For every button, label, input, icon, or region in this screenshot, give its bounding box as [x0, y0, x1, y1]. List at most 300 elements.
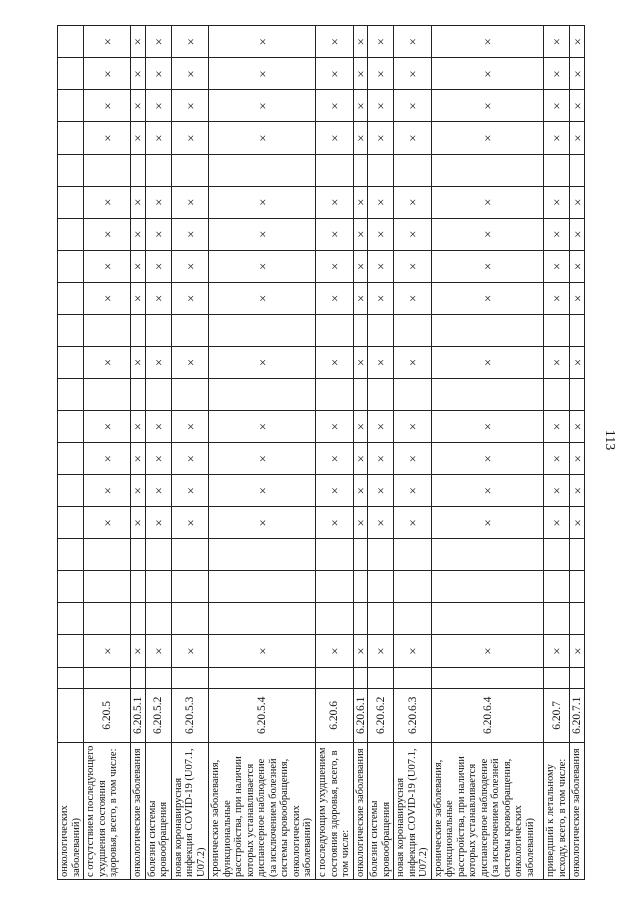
row-code: 6.20.6.2 — [368, 689, 394, 743]
empty-cell — [58, 539, 84, 571]
table-row — [209, 26, 316, 880]
cross-mark-cell: × — [368, 218, 394, 250]
cross-mark-cell: × — [431, 90, 543, 122]
cross-mark-cell: × — [209, 507, 316, 539]
table-row — [544, 26, 570, 880]
empty-cell — [431, 154, 543, 186]
empty-cell — [316, 603, 354, 635]
cross-mark-cell: × — [316, 58, 354, 90]
empty-cell — [209, 154, 316, 186]
row-code: 6.20.6.3 — [394, 689, 432, 743]
cross-mark-cell: × — [394, 250, 432, 282]
cross-mark-cell: × — [145, 186, 171, 218]
empty-cell — [131, 539, 146, 571]
empty-cell — [544, 603, 570, 635]
page-number: 113 — [602, 429, 617, 451]
empty-cell — [368, 379, 394, 411]
empty-cell — [544, 539, 570, 571]
row-label: с отсутствием последующего ухудшения состояния здоровья, всего, в том числе: — [84, 742, 131, 879]
table-row — [394, 26, 432, 880]
cross-mark-cell: × — [544, 26, 570, 58]
cross-mark-cell: × — [368, 507, 394, 539]
cross-mark-cell: × — [145, 443, 171, 475]
empty-cell — [171, 154, 209, 186]
cross-mark-cell: × — [316, 443, 354, 475]
empty-cell — [316, 314, 354, 346]
cross-mark-cell: × — [145, 346, 171, 378]
empty-cell — [58, 250, 84, 282]
empty-cell — [58, 314, 84, 346]
cross-mark-cell: × — [316, 411, 354, 443]
table-row — [570, 26, 585, 880]
empty-cell — [131, 603, 146, 635]
cross-mark-cell: × — [316, 282, 354, 314]
cross-mark-cell: × — [84, 58, 131, 90]
empty-cell — [145, 603, 171, 635]
cross-mark-cell: × — [209, 186, 316, 218]
cross-mark-cell: × — [209, 282, 316, 314]
cross-mark-cell: × — [316, 346, 354, 378]
cross-mark-cell: × — [394, 26, 432, 58]
cross-mark-cell: × — [368, 635, 394, 667]
cross-mark-cell: × — [131, 282, 146, 314]
cross-mark-cell: × — [84, 507, 131, 539]
cross-mark-cell: × — [544, 90, 570, 122]
cross-mark-cell: × — [544, 411, 570, 443]
empty-cell — [58, 571, 84, 603]
cross-mark-cell: × — [544, 250, 570, 282]
cross-mark-cell: × — [171, 411, 209, 443]
cross-mark-cell: × — [368, 250, 394, 282]
cross-mark-cell: × — [394, 443, 432, 475]
empty-cell — [145, 154, 171, 186]
empty-cell — [131, 154, 146, 186]
cross-mark-cell: × — [431, 58, 543, 90]
empty-cell — [209, 667, 316, 688]
row-label: хронические заболевания, функциональные расстройства, при наличии которых устанавливается диспансерное наблюдение (за исключением болезней системы кровообращения, онкологических заболеваний) — [209, 742, 316, 879]
cross-mark-cell: × — [368, 186, 394, 218]
row-code: 6.20.5.3 — [171, 689, 209, 743]
empty-cell — [58, 154, 84, 186]
cross-mark-cell: × — [171, 475, 209, 507]
empty-cell — [58, 379, 84, 411]
cross-mark-cell: × — [431, 250, 543, 282]
cross-mark-cell: × — [209, 122, 316, 154]
cross-mark-cell: × — [570, 58, 585, 90]
empty-cell — [368, 571, 394, 603]
cross-mark-cell: × — [353, 90, 368, 122]
cross-mark-cell: × — [131, 443, 146, 475]
empty-cell — [431, 667, 543, 688]
empty-cell — [316, 539, 354, 571]
cross-mark-cell: × — [209, 475, 316, 507]
cross-mark-cell: × — [544, 443, 570, 475]
cross-mark-cell: × — [131, 58, 146, 90]
empty-cell — [394, 379, 432, 411]
cross-mark-cell: × — [316, 90, 354, 122]
empty-cell — [209, 571, 316, 603]
empty-cell — [84, 603, 131, 635]
empty-cell — [394, 154, 432, 186]
cross-mark-cell: × — [84, 218, 131, 250]
cross-mark-cell: × — [431, 26, 543, 58]
cross-mark-cell: × — [171, 90, 209, 122]
empty-cell — [171, 314, 209, 346]
cross-mark-cell: × — [368, 475, 394, 507]
empty-cell — [58, 186, 84, 218]
empty-cell — [394, 539, 432, 571]
cross-mark-cell: × — [84, 346, 131, 378]
cross-mark-cell: × — [394, 346, 432, 378]
row-label: онкологические заболевания — [353, 742, 368, 879]
cross-mark-cell: × — [353, 635, 368, 667]
empty-cell — [570, 379, 585, 411]
cross-mark-cell: × — [353, 475, 368, 507]
empty-cell — [131, 571, 146, 603]
empty-cell — [145, 379, 171, 411]
cross-mark-cell: × — [209, 90, 316, 122]
cross-mark-cell: × — [84, 122, 131, 154]
cross-mark-cell: × — [394, 282, 432, 314]
cross-mark-cell: × — [570, 475, 585, 507]
empty-cell — [353, 154, 368, 186]
row-label: с последующим ухудшением состояния здоровья, всего, в том числе: — [316, 742, 354, 879]
cross-mark-cell: × — [209, 443, 316, 475]
empty-cell — [570, 571, 585, 603]
cross-mark-cell: × — [131, 26, 146, 58]
cross-mark-cell: × — [368, 282, 394, 314]
empty-cell — [58, 346, 84, 378]
row-code: 6.20.6.4 — [431, 689, 543, 743]
empty-cell — [171, 539, 209, 571]
empty-cell — [58, 122, 84, 154]
cross-mark-cell: × — [544, 475, 570, 507]
empty-cell — [544, 314, 570, 346]
row-code: 6.20.5.2 — [145, 689, 171, 743]
empty-cell — [544, 154, 570, 186]
empty-cell — [431, 603, 543, 635]
cross-mark-cell: × — [84, 635, 131, 667]
cross-mark-cell: × — [394, 635, 432, 667]
cross-mark-cell: × — [145, 58, 171, 90]
row-label: онкологические заболевания — [131, 742, 146, 879]
cross-mark-cell: × — [394, 411, 432, 443]
rotated-table-container — [57, 25, 585, 880]
cross-mark-cell: × — [544, 186, 570, 218]
empty-cell — [131, 379, 146, 411]
empty-cell — [368, 314, 394, 346]
empty-cell — [58, 26, 84, 58]
cross-mark-cell: × — [431, 186, 543, 218]
cross-mark-cell: × — [353, 186, 368, 218]
table-row — [368, 26, 394, 880]
empty-cell — [368, 667, 394, 688]
empty-cell — [431, 539, 543, 571]
empty-cell — [368, 539, 394, 571]
cross-mark-cell: × — [368, 26, 394, 58]
cross-mark-cell: × — [316, 186, 354, 218]
row-label: болезни системы кровообращения — [145, 742, 171, 879]
cross-mark-cell: × — [353, 411, 368, 443]
row-label: новая коронавирусная инфекция COVID-19 (U07.1, U07.2) — [171, 742, 209, 879]
empty-cell — [171, 379, 209, 411]
cross-mark-cell: × — [171, 218, 209, 250]
cross-mark-cell: × — [431, 346, 543, 378]
empty-cell — [145, 539, 171, 571]
cross-mark-cell: × — [570, 186, 585, 218]
empty-cell — [316, 667, 354, 688]
cross-mark-cell: × — [131, 122, 146, 154]
cross-mark-cell: × — [368, 58, 394, 90]
cross-mark-cell: × — [145, 90, 171, 122]
cross-mark-cell: × — [171, 122, 209, 154]
empty-cell — [209, 314, 316, 346]
row-code: 6.20.7.1 — [570, 689, 585, 743]
cross-mark-cell: × — [394, 475, 432, 507]
empty-cell — [58, 475, 84, 507]
cross-mark-cell: × — [570, 122, 585, 154]
cross-mark-cell: × — [570, 26, 585, 58]
row-code: 6.20.5.4 — [209, 689, 316, 743]
empty-cell — [58, 282, 84, 314]
empty-cell — [84, 379, 131, 411]
cross-mark-cell: × — [171, 443, 209, 475]
table-row — [171, 26, 209, 880]
empty-cell — [84, 314, 131, 346]
cross-mark-cell: × — [394, 58, 432, 90]
empty-cell — [145, 314, 171, 346]
empty-cell — [209, 603, 316, 635]
empty-cell — [544, 571, 570, 603]
empty-cell — [353, 539, 368, 571]
cross-mark-cell: × — [544, 218, 570, 250]
cross-mark-cell: × — [394, 186, 432, 218]
empty-cell — [394, 571, 432, 603]
cross-mark-cell: × — [431, 122, 543, 154]
cross-mark-cell: × — [209, 346, 316, 378]
cross-mark-cell: × — [544, 635, 570, 667]
cross-mark-cell: × — [431, 411, 543, 443]
cross-mark-cell: × — [368, 90, 394, 122]
row-code — [58, 689, 84, 743]
cross-mark-cell: × — [84, 411, 131, 443]
cross-mark-cell: × — [368, 346, 394, 378]
cross-mark-cell: × — [145, 250, 171, 282]
cross-mark-cell: × — [353, 443, 368, 475]
empty-cell — [431, 314, 543, 346]
empty-cell — [394, 603, 432, 635]
empty-cell — [58, 58, 84, 90]
cross-mark-cell: × — [131, 475, 146, 507]
cross-mark-cell: × — [131, 346, 146, 378]
cross-mark-cell: × — [570, 250, 585, 282]
cross-mark-cell: × — [570, 507, 585, 539]
cross-mark-cell: × — [84, 282, 131, 314]
table-row — [131, 26, 146, 880]
cross-mark-cell: × — [570, 635, 585, 667]
cross-mark-cell: × — [209, 411, 316, 443]
cross-mark-cell: × — [368, 411, 394, 443]
cross-mark-cell: × — [131, 186, 146, 218]
empty-cell — [209, 539, 316, 571]
cross-mark-cell: × — [394, 218, 432, 250]
empty-cell — [58, 218, 84, 250]
empty-cell — [353, 571, 368, 603]
cross-mark-cell: × — [570, 282, 585, 314]
cross-mark-cell: × — [145, 282, 171, 314]
cross-mark-cell: × — [394, 122, 432, 154]
cross-mark-cell: × — [145, 507, 171, 539]
row-label: онкологических заболеваний) — [58, 742, 84, 879]
cross-mark-cell: × — [145, 411, 171, 443]
cross-mark-cell: × — [171, 250, 209, 282]
cross-mark-cell: × — [171, 507, 209, 539]
empty-cell — [316, 571, 354, 603]
empty-cell — [84, 539, 131, 571]
cross-mark-cell: × — [353, 250, 368, 282]
empty-cell — [58, 635, 84, 667]
cross-mark-cell: × — [570, 218, 585, 250]
cross-mark-cell: × — [431, 475, 543, 507]
cross-mark-cell: × — [131, 507, 146, 539]
cross-mark-cell: × — [570, 346, 585, 378]
cross-mark-cell: × — [84, 186, 131, 218]
empty-cell — [84, 667, 131, 688]
row-label: приведший к летальному исходу, всего, в том числе: — [544, 742, 570, 879]
cross-mark-cell: × — [145, 26, 171, 58]
empty-cell — [316, 154, 354, 186]
cross-mark-cell: × — [570, 443, 585, 475]
empty-cell — [58, 443, 84, 475]
table-row — [431, 26, 543, 880]
cross-mark-cell: × — [209, 635, 316, 667]
cross-mark-cell: × — [544, 282, 570, 314]
cross-mark-cell: × — [431, 507, 543, 539]
row-code: 6.20.6 — [316, 689, 354, 743]
empty-cell — [171, 603, 209, 635]
empty-cell — [316, 379, 354, 411]
empty-cell — [368, 154, 394, 186]
cross-mark-cell: × — [431, 282, 543, 314]
cross-mark-cell: × — [431, 635, 543, 667]
cross-mark-cell: × — [171, 26, 209, 58]
empty-cell — [368, 603, 394, 635]
cross-mark-cell: × — [209, 250, 316, 282]
row-code: 6.20.6.1 — [353, 689, 368, 743]
empty-cell — [209, 379, 316, 411]
empty-cell — [58, 90, 84, 122]
cross-mark-cell: × — [145, 635, 171, 667]
row-code: 6.20.5 — [84, 689, 131, 743]
cross-mark-cell: × — [368, 122, 394, 154]
empty-cell — [145, 667, 171, 688]
empty-cell — [544, 667, 570, 688]
cross-mark-cell: × — [145, 475, 171, 507]
empty-cell — [145, 571, 171, 603]
empty-cell — [570, 603, 585, 635]
cross-mark-cell: × — [145, 218, 171, 250]
empty-cell — [570, 314, 585, 346]
cross-mark-cell: × — [84, 443, 131, 475]
cross-mark-cell: × — [84, 250, 131, 282]
cross-mark-cell: × — [394, 90, 432, 122]
cross-mark-cell: × — [316, 218, 354, 250]
cross-mark-cell: × — [431, 443, 543, 475]
cross-mark-cell: × — [316, 635, 354, 667]
cross-mark-cell: × — [353, 122, 368, 154]
cross-mark-cell: × — [394, 507, 432, 539]
cross-mark-cell: × — [316, 250, 354, 282]
cross-mark-cell: × — [570, 90, 585, 122]
empty-cell — [84, 154, 131, 186]
empty-cell — [58, 603, 84, 635]
empty-cell — [131, 667, 146, 688]
cross-mark-cell: × — [570, 411, 585, 443]
empty-cell — [570, 154, 585, 186]
empty-cell — [353, 379, 368, 411]
cross-mark-cell: × — [544, 507, 570, 539]
empty-cell — [570, 539, 585, 571]
cross-mark-cell: × — [353, 58, 368, 90]
empty-cell — [544, 379, 570, 411]
cross-mark-cell: × — [84, 475, 131, 507]
empty-cell — [394, 667, 432, 688]
cross-mark-cell: × — [316, 122, 354, 154]
cross-mark-cell: × — [131, 218, 146, 250]
row-label: хронические заболевания, функциональные расстройства, при наличии которых устанавливается диспансерное наблюдение (за исключением болезней системы кровообращения, онкологических заболеваний) — [431, 742, 543, 879]
cross-mark-cell: × — [353, 507, 368, 539]
cross-mark-cell: × — [353, 282, 368, 314]
table-row — [145, 26, 171, 880]
empty-cell — [353, 314, 368, 346]
cross-mark-cell: × — [84, 90, 131, 122]
cross-mark-cell: × — [209, 26, 316, 58]
row-code: 6.20.5.1 — [131, 689, 146, 743]
empty-cell — [353, 667, 368, 688]
cross-mark-cell: × — [131, 250, 146, 282]
cross-mark-cell: × — [316, 475, 354, 507]
row-label: онкологические заболевания — [570, 742, 585, 879]
empty-cell — [58, 507, 84, 539]
empty-cell — [84, 571, 131, 603]
row-label: новая коронавирусная инфекция COVID-19 (U07.1, U07.2) — [394, 742, 432, 879]
table-row — [58, 26, 84, 880]
row-code: 6.20.7 — [544, 689, 570, 743]
cross-mark-cell: × — [171, 635, 209, 667]
cross-mark-cell: × — [145, 122, 171, 154]
empty-cell — [394, 314, 432, 346]
empty-cell — [171, 571, 209, 603]
cross-mark-cell: × — [316, 507, 354, 539]
cross-mark-cell: × — [131, 411, 146, 443]
empty-cell — [431, 379, 543, 411]
statistics-table — [57, 25, 585, 880]
empty-cell — [353, 603, 368, 635]
table-row — [316, 26, 354, 880]
row-label: болезни системы кровообращения — [368, 742, 394, 879]
cross-mark-cell: × — [368, 443, 394, 475]
empty-cell — [131, 314, 146, 346]
cross-mark-cell: × — [131, 635, 146, 667]
empty-cell — [58, 411, 84, 443]
cross-mark-cell: × — [171, 58, 209, 90]
table-row — [84, 26, 131, 880]
cross-mark-cell: × — [171, 186, 209, 218]
cross-mark-cell: × — [209, 218, 316, 250]
table-row — [353, 26, 368, 880]
cross-mark-cell: × — [544, 122, 570, 154]
cross-mark-cell: × — [131, 90, 146, 122]
